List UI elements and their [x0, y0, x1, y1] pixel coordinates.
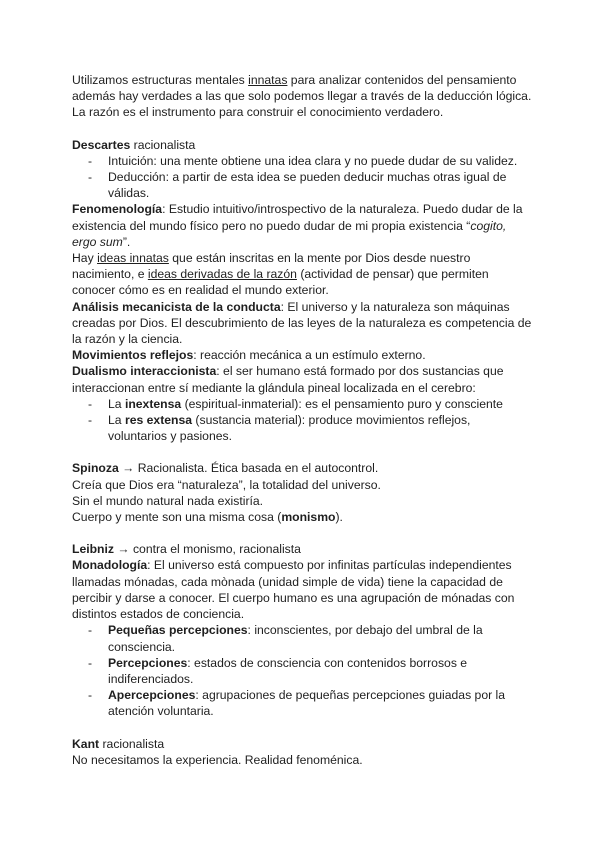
list-item: - La inextensa (espiritual-inmaterial): es el pensamiento puro y consciente	[88, 396, 503, 411]
spinoza-heading: Spinoza → Racionalista. Ética basada en el autocontrol.	[72, 461, 379, 476]
spinoza-line: Sin el mundo natural nada existiría.	[72, 493, 264, 508]
spinoza-line: Creía que Dios era “naturaleza”, la totalidad del universo.	[72, 477, 381, 492]
ideas-paragraph: Hay ideas innatas que están inscritas en la mente por Dios desde nuestro nacimiento, e ideas derivadas de la razón (actividad de pensar) que permiten conocer cómo es en realidad el mundo exterior.	[72, 251, 489, 298]
analisis-paragraph: Análisis mecanicista de la conducta: El universo y la naturaleza son máquinas creadas por Dios. El descubrimiento de las leyes de la naturaleza es competencia de la razón y la ciencia.	[72, 299, 532, 347]
kant-line: No necesitamos la experiencia. Realidad fenoménica.	[72, 752, 363, 767]
monadologia-paragraph: Monadología: El universo está compuesto por infinitas partículas independientes llamadas mónadas, cada mònada (unidad simple de vida) tiene la capacidad de percibir y darse a conocer. El cuerpo humano es una agrupación de mónadas con distintos estados de conciencia.	[72, 558, 515, 622]
list-item: - Apercepciones: agrupaciones de pequeñas percepciones guiadas por la atención voluntaria.	[88, 688, 506, 719]
movimientos-paragraph: Movimientos reflejos: reacción mecánica a un estímulo externo.	[72, 348, 426, 363]
dualismo-list	[72, 396, 532, 445]
descartes-heading: Descartes racionalista	[72, 137, 196, 152]
list-item: - Intuición: una mente obtiene una idea clara y no puede dudar de su validez.	[88, 153, 518, 168]
document-page	[72, 72, 532, 768]
kant-heading: Kant racionalista	[72, 736, 165, 751]
list-item: - Percepciones: estados de consciencia con contenidos borrosos e indiferenciados.	[88, 655, 468, 686]
descartes-list	[72, 153, 532, 202]
fenomenologia-paragraph: Fenomenología: Estudio intuitivo/introspectivo de la naturaleza. Puedo dudar de la existencia del mundo físico pero no puedo dudar de mi propia existencia “cogito, ergo sum”.	[72, 202, 523, 249]
list-item: - Deducción: a partir de esta idea se pueden deducir muchas otras igual de válidas.	[88, 170, 507, 201]
list-item: - Pequeñas percepciones: inconscientes, por debajo del umbral de la consciencia.	[88, 623, 483, 654]
innatas-underlined: innatas	[248, 73, 288, 87]
list-item: - La res extensa (sustancia material): produce movimientos reflejos, voluntarios y pasiones.	[88, 413, 471, 444]
spinoza-line: Cuerpo y mente son una misma cosa (monismo).	[72, 510, 343, 525]
dualismo-paragraph: Dualismo interaccionista: el ser humano está formado por dos sustancias que interaccionan entre sí mediante la glándula pineal localizada en el cerebro:	[72, 364, 504, 395]
leibniz-heading: Leibniz → contra el monismo, racionalista	[72, 542, 301, 557]
leibniz-list	[72, 622, 532, 719]
intro-paragraph: Utilizamos estructuras mentales innatas para analizar contenidos del pensamiento además hay verdades a las que solo podemos llegar a través de la deducción lógica. La razón es el instrumento para construir el conocimiento verdadero.	[72, 73, 532, 120]
